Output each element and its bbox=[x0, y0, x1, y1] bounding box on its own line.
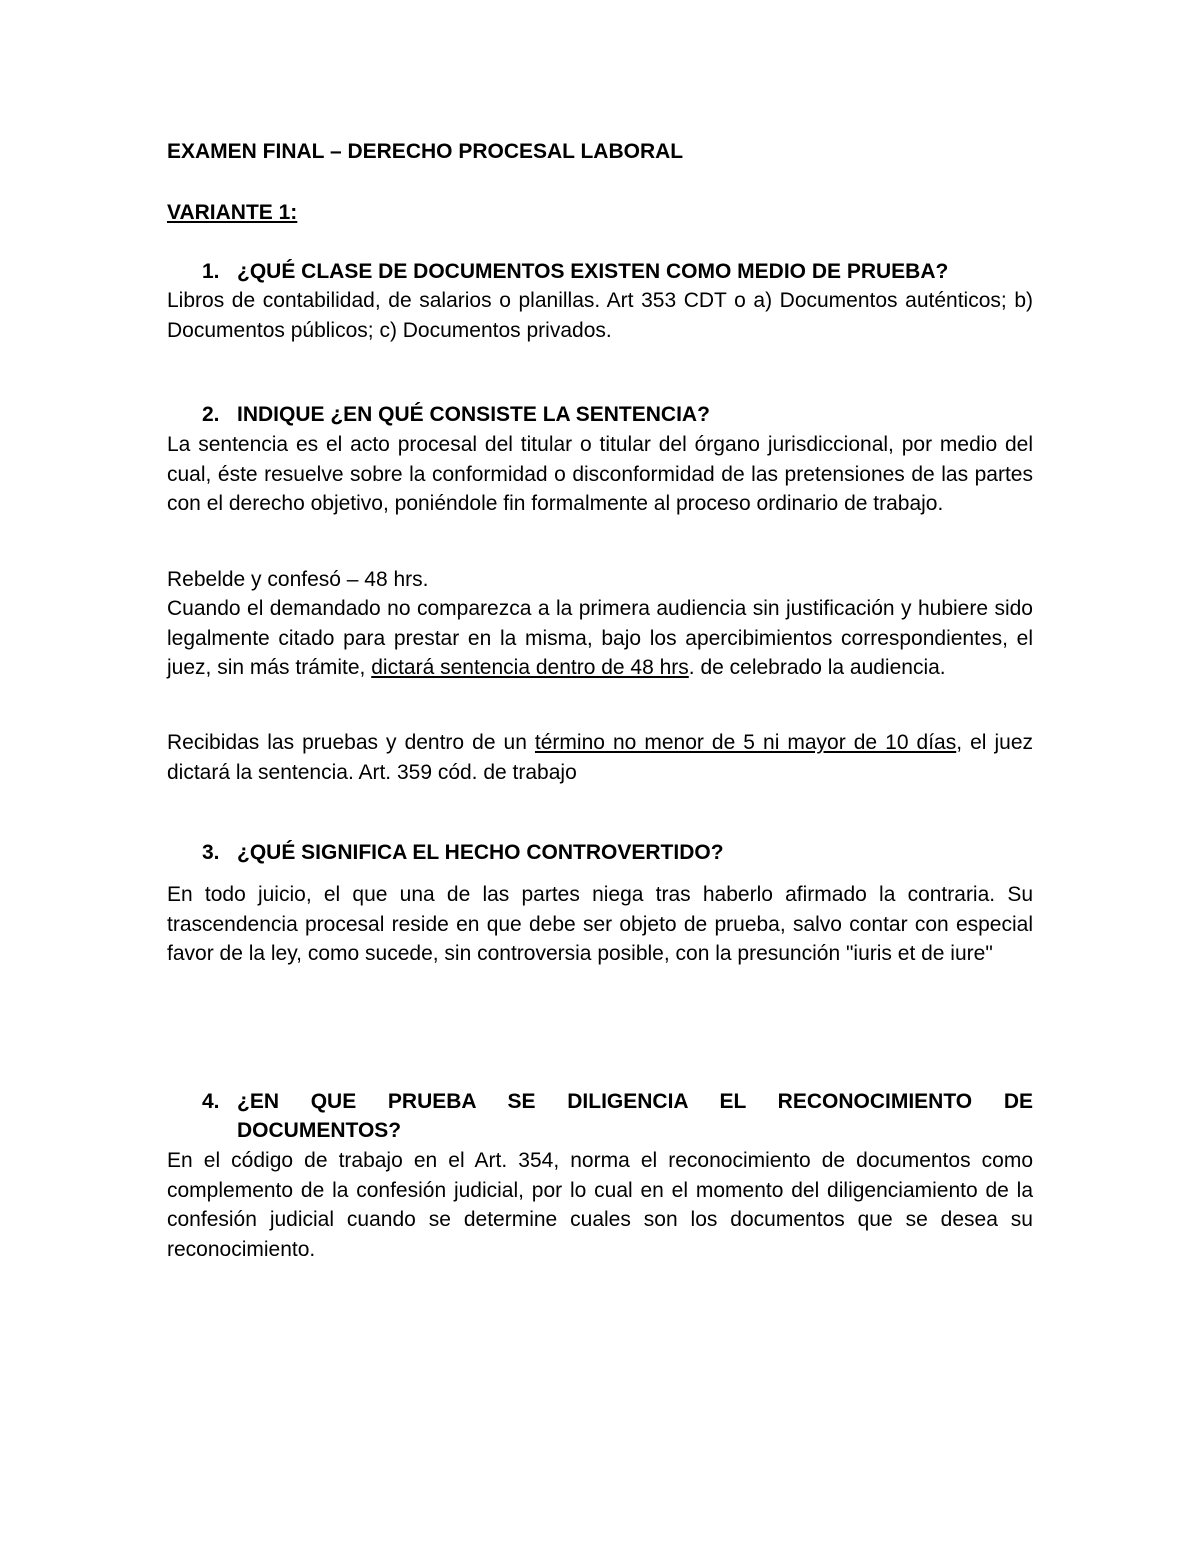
question-4-text-line2: DOCUMENTOS? bbox=[237, 1119, 402, 1142]
question-2-text: INDIQUE ¿EN QUÉ CONSISTE LA SENTENCIA? bbox=[237, 403, 710, 426]
question-3-text: ¿QUÉ SIGNIFICA EL HECHO CONTROVERTIDO? bbox=[237, 841, 724, 864]
question-1-text: ¿QUÉ CLASE DE DOCUMENTOS EXISTEN COMO MEDIO DE PRUEBA? bbox=[237, 260, 949, 283]
question-2-number: 2. bbox=[202, 403, 220, 426]
question-2-answer: La sentencia es el acto procesal del titular o titular del órgano jurisdiccional, por medio del cual, éste resuelve sobre la conformidad o disconformidad de las pretensiones de las partes con el derecho objetivo, poniéndole fin formalmente al proceso ordinario de trabajo. bbox=[167, 433, 1033, 515]
question-3-number: 3. bbox=[202, 841, 220, 864]
question-1-number: 1. bbox=[202, 260, 220, 283]
recibidas-text-a: Recibidas las pruebas y dentro de un bbox=[167, 731, 535, 754]
variant-heading: VARIANTE 1: bbox=[167, 201, 298, 224]
rebelde-text-b: . de celebrado la audiencia. bbox=[688, 656, 946, 679]
question-1-heading bbox=[202, 257, 1033, 286]
recibidas-paragraph bbox=[167, 728, 1033, 787]
recibidas-text-underlined: término no menor de 5 ni mayor de 10 días bbox=[534, 731, 957, 754]
rebelde-text-a: Cuando el demandado no comparezca a la primera audiencia sin justificación y hubiere sido legalmente citado para prestar en la misma, bajo los apercibimientos correspondientes, el juez, sin más trámite, bbox=[167, 597, 1033, 679]
question-1-answer: Libros de contabilidad, de salarios o planillas. Art 353 CDT o a) Documentos auténticos; b) Documentos públicos; c) Documentos privados. bbox=[167, 289, 1033, 342]
rebelde-text-underlined: dictará sentencia dentro de 48 hrs bbox=[371, 656, 689, 679]
question-4-answer: En el código de trabajo en el Art. 354, norma el reconocimiento de documentos como complemento de la confesión judicial, por lo cual en el momento del diligenciamiento de la confesión judicial cuando se determine cuales son los documentos que se desea su reconocimiento. bbox=[167, 1149, 1033, 1261]
question-3-answer: En todo juicio, el que una de las partes niega tras haberlo afirmado la contraria. Su trascendencia procesal reside en que debe ser objeto de prueba, salvo contar con especial favor de la ley, como sucede, sin controversia posible, con la presunción "iuris et de iure" bbox=[167, 883, 1033, 965]
question-2-heading bbox=[202, 400, 1033, 429]
rebelde-paragraph bbox=[167, 594, 1033, 683]
document-title: EXAMEN FINAL – DERECHO PROCESAL LABORAL bbox=[167, 140, 684, 163]
question-4-heading bbox=[202, 1087, 1033, 1145]
question-3-heading bbox=[202, 838, 1033, 867]
rebelde-heading: Rebelde y confesó – 48 hrs. bbox=[167, 568, 429, 591]
question-4-number: 4. bbox=[202, 1090, 220, 1113]
recibidas-text-b: , el juez dictará la sentencia. Art. 359 cód. de trabajo bbox=[167, 731, 1033, 784]
question-4-text-line1: ¿EN QUE PRUEBA SE DILIGENCIA EL RECONOCIMIENTO DE bbox=[237, 1090, 1033, 1113]
